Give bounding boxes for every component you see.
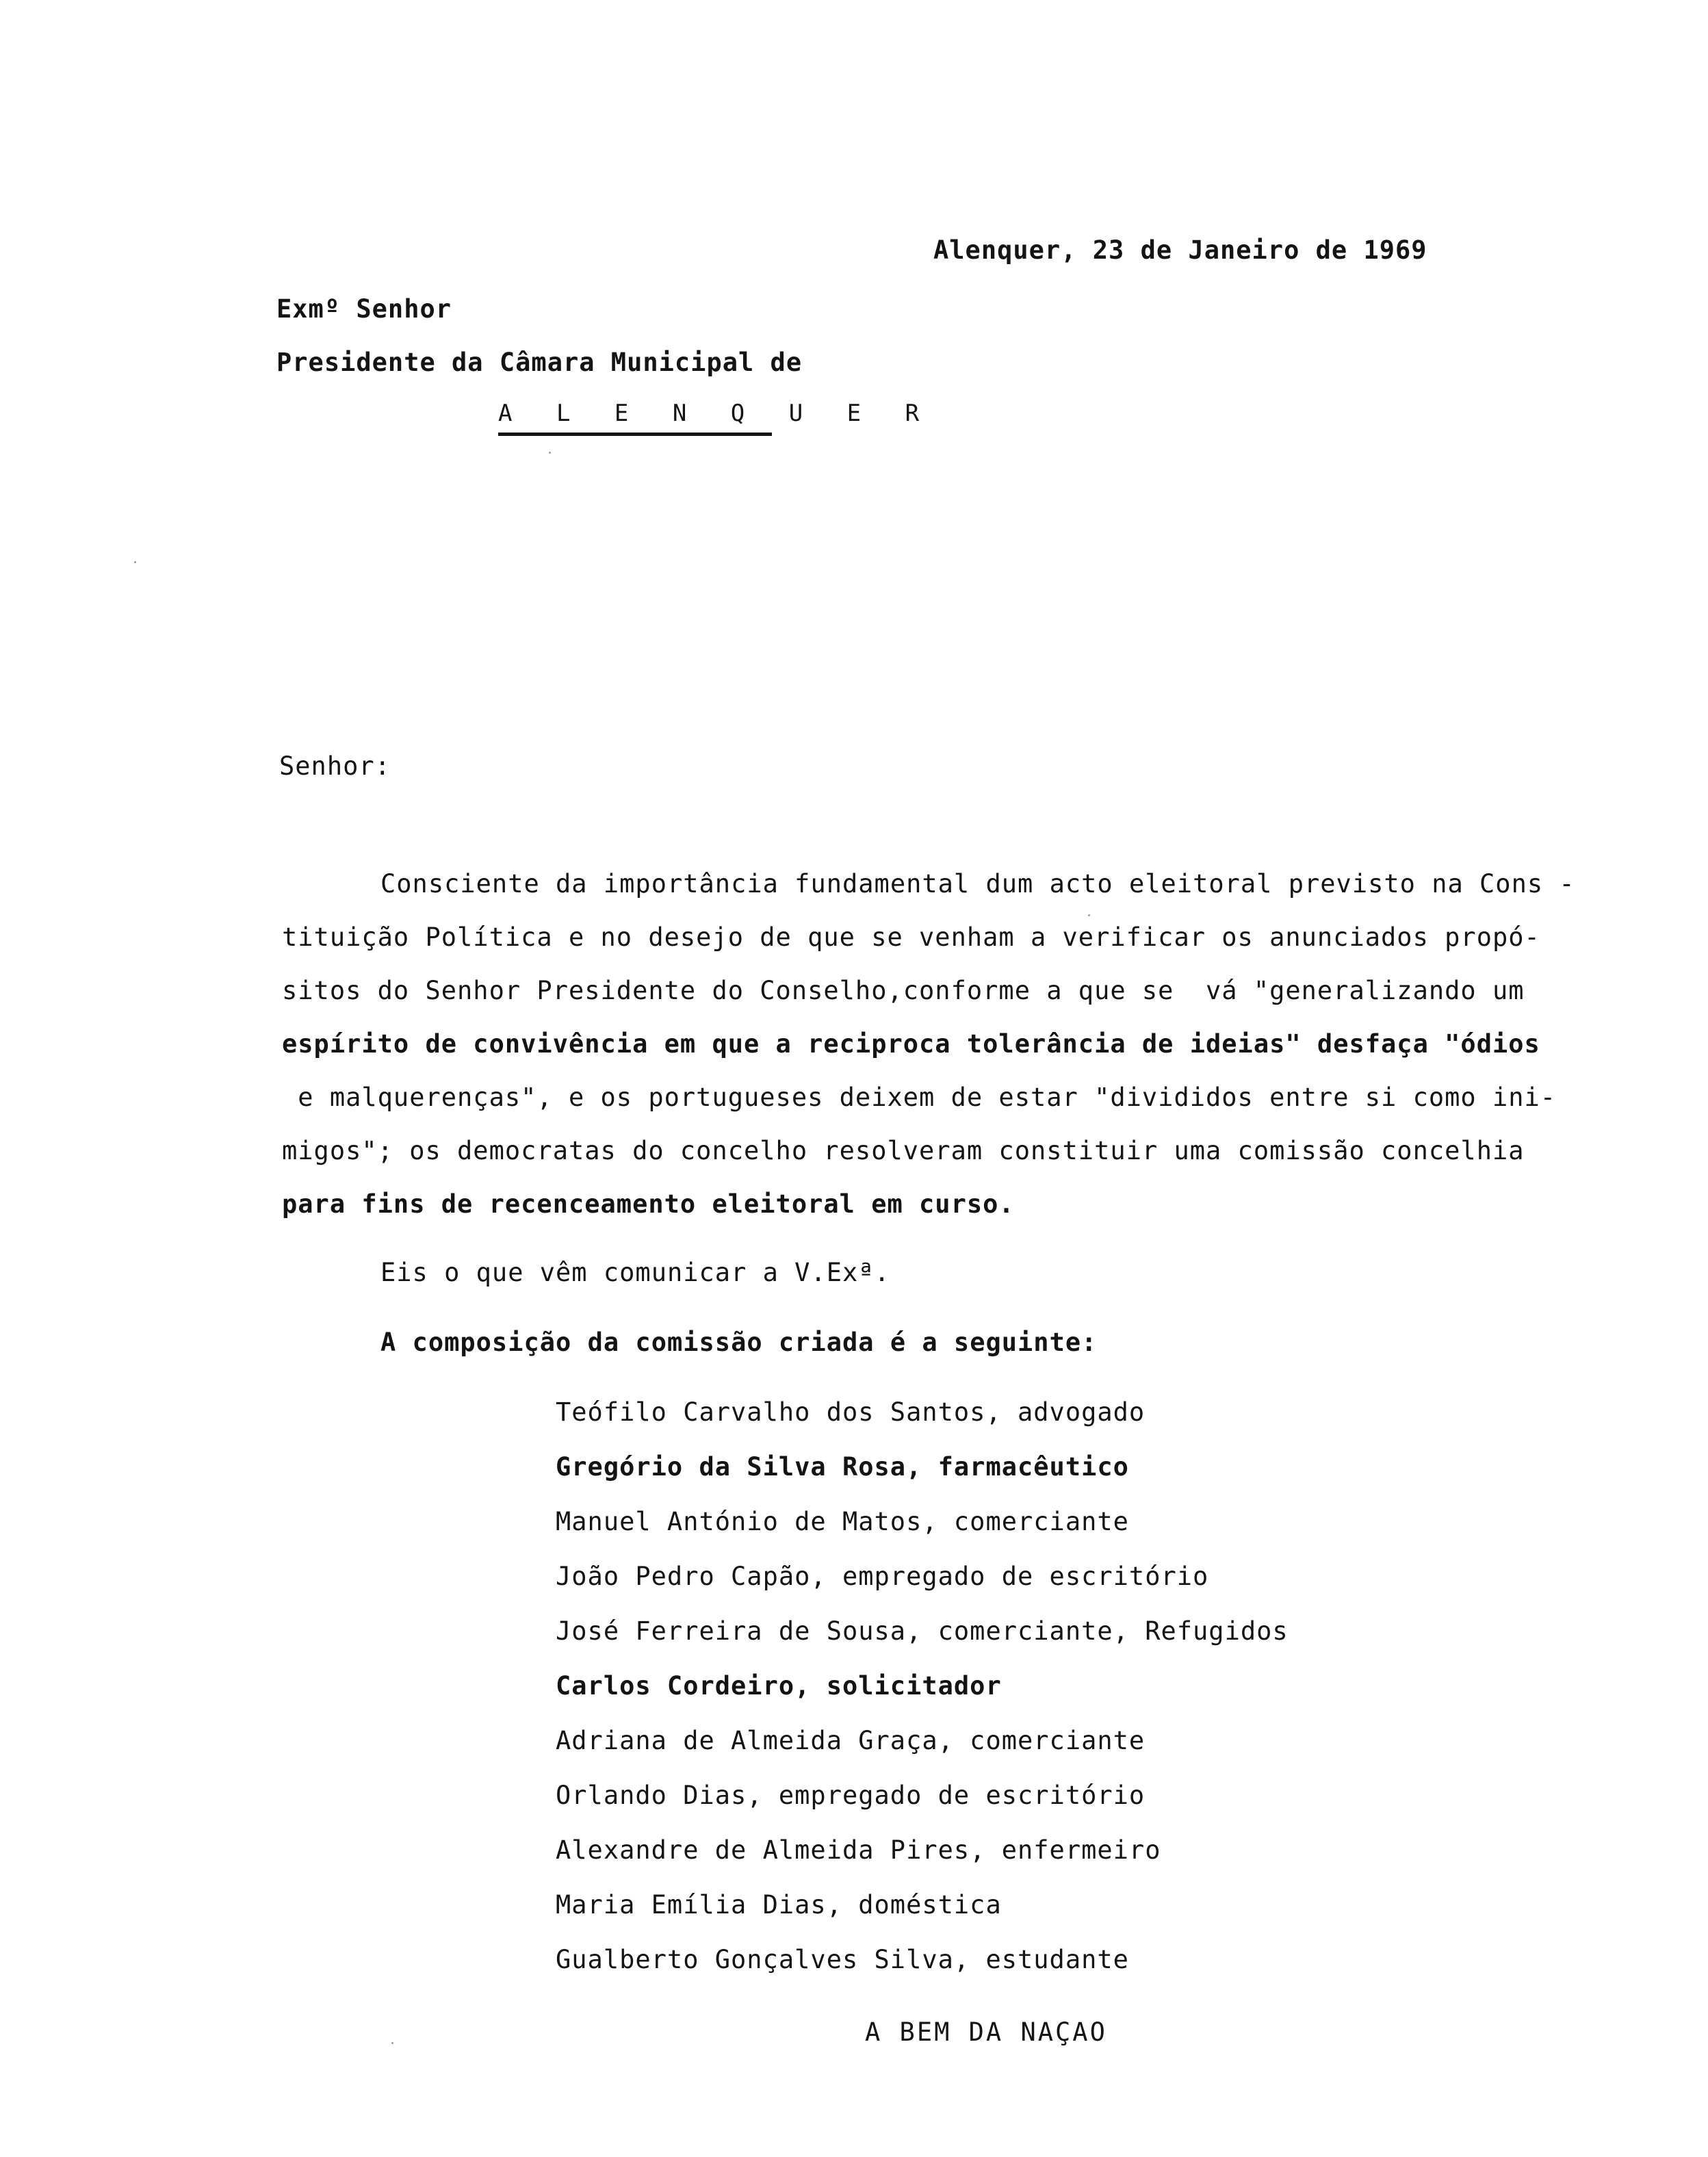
closing-line: A BEM DA NAÇAO (865, 2017, 1107, 2047)
body-line: e malquerenças", e os portugueses deixem de estar "divididos entre si como ini- (282, 1083, 1557, 1112)
date-line: Alenquer, 23 de Janeiro de 1969 (933, 235, 1427, 265)
member-list-item: Manuel António de Matos, comerciante (556, 1507, 1129, 1536)
member-list-item: Carlos Cordeiro, solicitador (556, 1671, 1002, 1701)
paper-speck (549, 452, 551, 454)
paper-speck (134, 561, 136, 563)
communication-line: Eis o que vêm comunicar a V.Exª. (380, 1258, 890, 1287)
body-line: tituição Política e no desejo de que se venham a verificar os anunciados propó- (282, 922, 1540, 952)
member-list-item: Maria Emília Dias, doméstica (556, 1890, 1002, 1920)
body-line: para fins de recenceamento eleitoral em curso. (282, 1189, 1015, 1219)
member-list-item: José Ferreira de Sousa, comerciante, Refugidos (556, 1616, 1289, 1646)
paper-speck (1088, 914, 1090, 916)
member-list-item: Gualberto Gonçalves Silva, estudante (556, 1945, 1129, 1974)
member-list-item: Alexandre de Almeida Pires, enfermeiro (556, 1835, 1161, 1865)
addressee-title: Exmº Senhor (276, 294, 452, 324)
member-list-item: Orlando Dias, empregado de escritório (556, 1781, 1146, 1810)
body-line: espírito de convivência em que a reciproca tolerância de ideias" desfaça "ódios (282, 1029, 1540, 1059)
composition-intro: A composição da comissão criada é a seguinte: (380, 1328, 1098, 1357)
body-line: sitos do Senhor Presidente do Conselho,conforme a que se vá "generalizando um (282, 976, 1525, 1005)
member-list-item: Gregório da Silva Rosa, farmacêutico (556, 1452, 1129, 1482)
member-list-item: João Pedro Capão, empregado de escritório (556, 1562, 1209, 1591)
body-line: migos"; os democratas do concelho resolveram constituir uma comissão concelhia (282, 1136, 1525, 1165)
addressee-office: Presidente da Câmara Municipal de (276, 348, 803, 377)
addressee-city: A L E N Q U E R (498, 398, 772, 436)
greeting: Senhor: (279, 751, 391, 781)
paper-speck (391, 2042, 393, 2044)
member-list-item: Adriana de Almeida Graça, comerciante (556, 1726, 1146, 1755)
body-line: Consciente da importância fundamental dum acto eleitoral previsto na Cons - (380, 869, 1575, 899)
member-list-item: Teófilo Carvalho dos Santos, advogado (556, 1397, 1146, 1427)
